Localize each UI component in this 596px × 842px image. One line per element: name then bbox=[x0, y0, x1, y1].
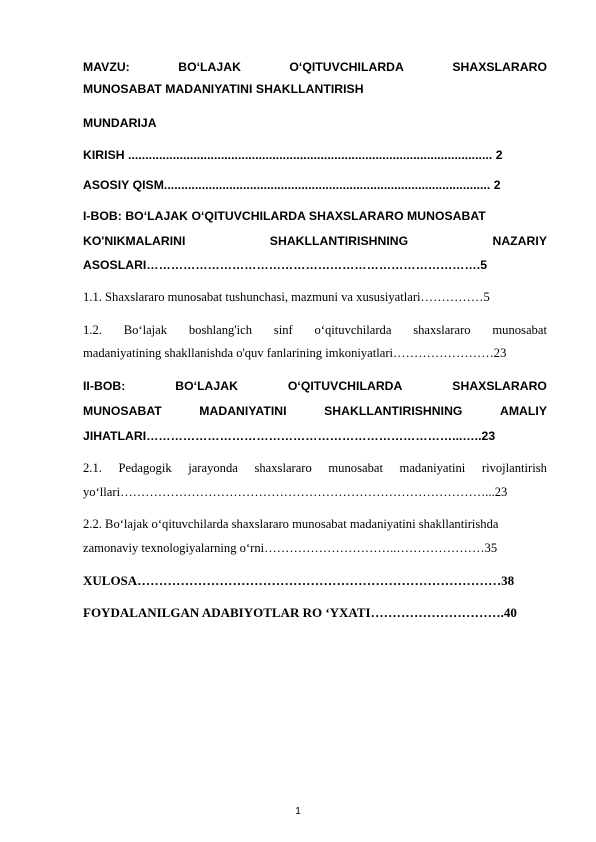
page-number: 1 bbox=[295, 806, 301, 817]
toc-entry-kirish[interactable]: KIRISH .......................................................................................................... 2 bbox=[83, 148, 503, 162]
topic-word: SHAXSLARARO bbox=[452, 60, 547, 74]
toc-word: rivojlantirish bbox=[481, 461, 547, 475]
toc-word: MADANIYATINI bbox=[199, 404, 287, 418]
topic-word: BO‘LAJAK bbox=[178, 60, 241, 74]
toc-section-1-2-line-2[interactable]: madaniyatining shakllanishda o'quv fanlarining imkoniyatlari……………………23 bbox=[83, 346, 507, 360]
topic-line-1 bbox=[83, 60, 547, 75]
toc-word: boshlang'ich bbox=[188, 323, 252, 337]
toc-section-2-2-line-2[interactable]: zamonaviy texnologiyalarning o‘rni…………………………..…………………35 bbox=[83, 541, 498, 555]
topic-word: MAVZU: bbox=[83, 60, 130, 74]
toc-entry-adabiyotlar[interactable]: FOYDALANILGAN ADABIYOTLAR RO ‘YXATI………………………….40 bbox=[83, 605, 517, 620]
toc-word: MUNOSABAT bbox=[83, 404, 162, 418]
toc-word: 2.1. bbox=[83, 461, 102, 475]
toc-entry-asosiy-qism[interactable]: ASOSIY QISM............................................................................................... 2 bbox=[83, 178, 501, 192]
toc-section-2-1-line-2[interactable]: yo‘llari……………………………………………………………………………...23 bbox=[83, 485, 508, 499]
toc-word: O‘QITUVCHILARDA bbox=[287, 379, 403, 393]
toc-section-1-2-line-1[interactable] bbox=[83, 323, 547, 338]
toc-section-1-1[interactable]: 1.1. Shaxslararo munosabat tushunchasi, mazmuni va xususiyatlari……………5 bbox=[83, 290, 490, 304]
toc-word: madaniyatini bbox=[399, 461, 466, 475]
toc-word: BO‘LAJAK bbox=[175, 379, 238, 393]
toc-word: KO'NIKMALARINI bbox=[83, 234, 186, 248]
toc-section-2-2-line-1[interactable]: 2.2. Bo‘lajak o‘qituvchilarda shaxslararo munosabat madaniyatini shakllantirishda bbox=[83, 517, 499, 531]
toc-word: SHAKLLANTIRISHNING bbox=[269, 234, 409, 248]
toc-chapter-2-line-2[interactable] bbox=[83, 404, 547, 419]
toc-word: AMALIY bbox=[499, 404, 547, 418]
toc-word: jarayonda bbox=[188, 461, 238, 475]
toc-title: MUNDARIJA bbox=[83, 116, 157, 130]
toc-word: munosabat bbox=[328, 461, 383, 475]
toc-word: sinf bbox=[273, 323, 293, 337]
toc-word: 1.2. bbox=[83, 323, 102, 337]
toc-chapter-2-line-1[interactable] bbox=[83, 379, 547, 394]
toc-word: shaxslararo bbox=[254, 461, 312, 475]
topic-line-2: MUNOSABAT MADANIYATINI SHAKLLANTIRISH bbox=[83, 82, 364, 96]
toc-chapter-2-line-3[interactable]: JIHATLARI…………………………………………………………………...…..23 bbox=[83, 429, 496, 443]
toc-word: SHAXSLARARO bbox=[452, 379, 547, 393]
toc-word: II-BOB: bbox=[83, 379, 126, 393]
toc-chapter-1-line-3[interactable]: ASOSLARI……………………………………………………………………….5 bbox=[83, 258, 488, 272]
toc-entry-xulosa[interactable]: XULOSA…………………………………………………………………………38 bbox=[83, 573, 515, 588]
toc-chapter-1-line-1[interactable]: I-BOB: BO‘LAJAK O‘QITUVCHILARDA SHAXSLARARO MUNOSABAT bbox=[83, 209, 486, 223]
toc-word: Bo‘lajak bbox=[123, 323, 168, 337]
toc-word: shaxslararo bbox=[413, 323, 471, 337]
toc-word: munosabat bbox=[492, 323, 547, 337]
toc-word: SHAKLLANTIRISHNING bbox=[324, 404, 463, 418]
topic-word: O‘QITUVCHILARDA bbox=[289, 60, 404, 74]
toc-word: o‘qituvchilarda bbox=[314, 323, 392, 337]
toc-chapter-1-line-2[interactable] bbox=[83, 234, 547, 249]
toc-section-2-1-line-1[interactable] bbox=[83, 461, 547, 476]
toc-word: Pedagogik bbox=[118, 461, 172, 475]
toc-word: NAZARIY bbox=[492, 234, 547, 248]
